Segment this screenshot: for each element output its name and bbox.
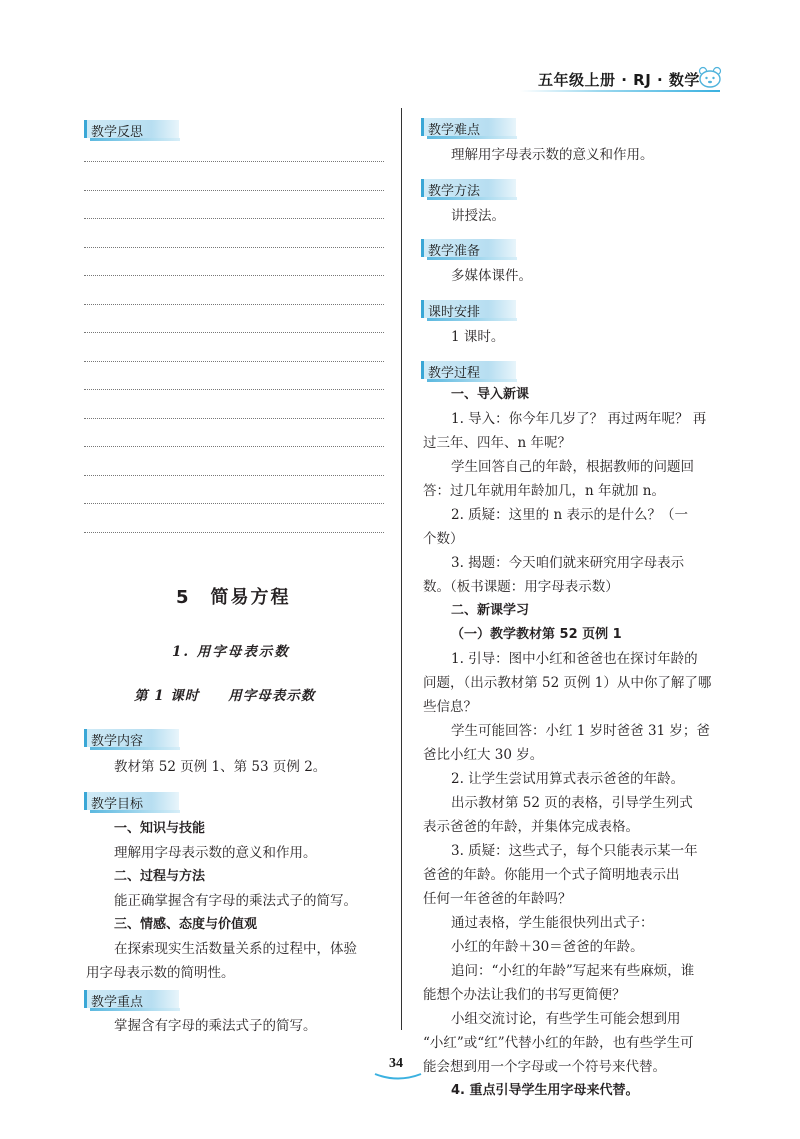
reflection-tag [84, 118, 184, 142]
process-line: 小红的年龄＋30＝爸爸的年龄。 [451, 939, 644, 955]
process-line: 出示教材第 52 页的表格，引导学生列式 [451, 795, 693, 811]
method-tag [421, 177, 521, 201]
writing-line [84, 161, 384, 162]
schedule-tag-label: 课时安排 [428, 305, 481, 320]
writing-line [84, 503, 384, 504]
process-line: 通过表格，学生能很快列出式子： [451, 915, 654, 931]
goals-text: 在探索现实生活数量关系的过程中，体验 [114, 941, 357, 957]
page-number-swoosh-icon [373, 1071, 423, 1081]
page-number: 34 [389, 1056, 403, 1071]
period-title: 第 1 课时 用字母表示数 [134, 688, 316, 704]
process-line: 能会想到用一个字母或一个符号来代替。 [423, 1059, 666, 1075]
writing-line [84, 389, 384, 390]
prep-tag-label: 教学准备 [428, 244, 481, 259]
writing-line [84, 361, 384, 362]
process-line: 数。（板书课题：用字母表示数） [423, 579, 619, 595]
bear-mascot-icon [698, 66, 722, 88]
goals-text: 能正确掌握含有字母的乘法式子的简写。 [114, 893, 357, 909]
process-line: 1. 导入：你今年几岁了？ 再过两年呢？ 再 [451, 411, 707, 427]
process-line: 3. 揭题：今天咱们就来研究用字母表示 [451, 555, 685, 571]
writing-line [84, 247, 384, 248]
goals-text: 理解用字母表示数的意义和作用。 [114, 845, 317, 861]
process-line: 学生可能回答：小红 1 岁时爸爸 31 岁；爸 [451, 723, 710, 739]
process-line: “小红”或“红”代替小红的年龄，也有些学生可 [423, 1035, 694, 1051]
process-tag-label: 教学过程 [428, 366, 481, 381]
process-line: 任何一年爸爸的年龄吗？ [423, 891, 572, 907]
process-line: 问题，（出示教材第 52 页例 1）从中你了解了哪 [423, 675, 712, 691]
schedule-text: 1 课时。 [451, 329, 505, 345]
writing-line [84, 532, 384, 533]
writing-line [84, 190, 384, 191]
goals-tag [84, 790, 184, 814]
header-rule [520, 90, 720, 92]
process-heading: 一、导入新课 [451, 387, 530, 402]
process-line: 2. 质疑：这里的 n 表示的是什么？（一 [451, 507, 688, 523]
key-tag [84, 988, 184, 1012]
goals-heading: 三、情感、态度与价值观 [114, 917, 258, 932]
process-line: 爸比小红大 30 岁。 [423, 747, 544, 763]
difficulty-tag-label: 教学难点 [428, 123, 481, 138]
process-line: 答：过几年就用年龄加几，n 年就加 n。 [423, 483, 665, 499]
process-line: 学生回答自己的年龄，根据教师的问题回 [451, 459, 694, 475]
process-line: 4. 重点引导学生用字母来代替。 [451, 1083, 639, 1098]
writing-line [84, 475, 384, 476]
prep-text: 多媒体课件。 [451, 268, 532, 284]
difficulty-tag [421, 116, 521, 140]
difficulty-text: 理解用字母表示数的意义和作用。 [451, 147, 654, 163]
goals-heading: 一、知识与技能 [114, 821, 206, 836]
process-line: 1. 引导：图中小红和爸爸也在探讨年龄的 [451, 651, 698, 667]
prep-tag [421, 237, 521, 261]
process-tag [421, 359, 521, 383]
goals-text: 用字母表示数的简明性。 [86, 965, 235, 981]
process-line: 表示爸爸的年龄，并集体完成表格。 [423, 819, 639, 835]
writing-line [84, 304, 384, 305]
key-text: 掌握含有字母的乘法式子的简写。 [114, 1018, 317, 1034]
column-divider [401, 108, 402, 1030]
process-line: 些信息？ [423, 699, 477, 715]
process-line: 2. 让学生尝试用算式表示爸爸的年龄。 [451, 771, 685, 787]
header-title: 五年级上册 · RJ · 数学 [538, 71, 700, 89]
process-line: 追问：“小红的年龄”写起来有些麻烦，谁 [451, 963, 695, 979]
process-subheading: （一）教学教材第 52 页例 1 [451, 627, 622, 642]
process-line: 能想个办法让我们的书写更简便？ [423, 987, 626, 1003]
running-header [520, 66, 730, 92]
writing-line [84, 446, 384, 447]
process-line: 爸爸的年龄。你能用一个式子简明地表示出 [423, 867, 680, 883]
process-heading: 二、新课学习 [451, 603, 530, 618]
schedule-tag [421, 298, 521, 322]
lesson-title: 1. 用字母表示数 [172, 644, 290, 660]
content-text: 教材第 52 页例 1、第 53 页例 2。 [114, 759, 327, 775]
reflection-tag-label: 教学反思 [91, 125, 144, 140]
content-tag-label: 教学内容 [91, 734, 144, 749]
process-line: 过三年、四年、n 年呢？ [423, 435, 571, 451]
process-line: 个数） [423, 531, 464, 547]
key-tag-label: 教学重点 [91, 995, 144, 1010]
content-tag [84, 727, 184, 751]
process-line: 3. 质疑：这些式子，每个只能表示某一年 [451, 843, 698, 859]
method-tag-label: 教学方法 [428, 184, 481, 199]
process-line: 小组交流讨论，有些学生可能会想到用 [451, 1011, 681, 1027]
chapter-title: 5 简易方程 [176, 587, 291, 608]
writing-line [84, 275, 384, 276]
writing-line [84, 418, 384, 419]
writing-line [84, 218, 384, 219]
writing-line [84, 332, 384, 333]
goals-heading: 二、过程与方法 [114, 869, 206, 884]
goals-tag-label: 教学目标 [91, 797, 144, 812]
method-text: 讲授法。 [451, 208, 505, 224]
